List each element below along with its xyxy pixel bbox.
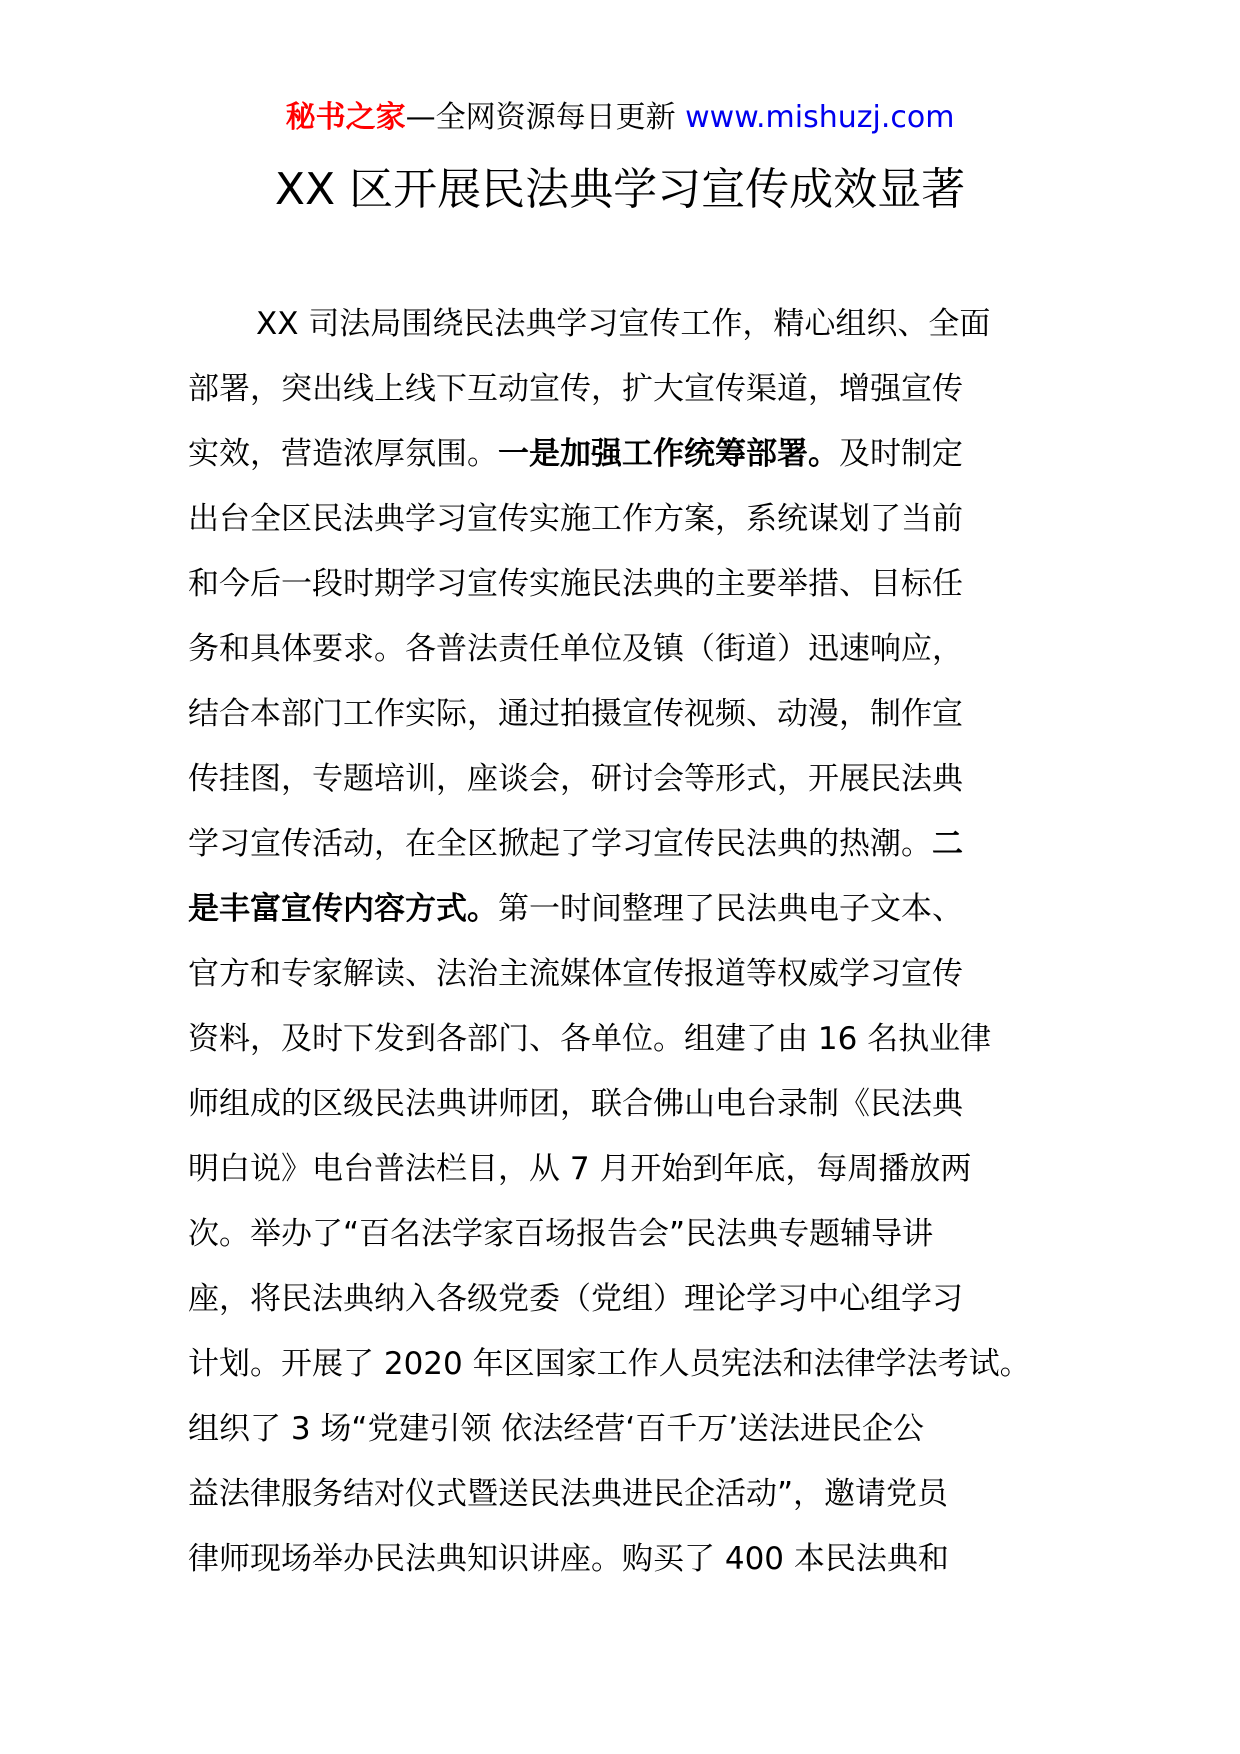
line-text: 出台全区民法典学习宣传实施工作方案，系统谋划了当前 [188, 501, 963, 537]
line-text: 学习宣传活动，在全区掀起了学习宣传民法典的热潮。 [188, 826, 932, 862]
body-line [188, 747, 1088, 812]
body-line [188, 877, 1088, 942]
line-text: 传挂图，专题培训，座谈会，研讨会等形式，开展民法典 [188, 761, 963, 797]
body-line [188, 487, 1088, 552]
body-line [188, 422, 1088, 487]
line-text: 务和具体要求。各普法责任单位及镇（街道）迅速响应， [188, 631, 963, 667]
body-line [188, 812, 1088, 877]
line-text: 明白说》电台普法栏目，从 7 月开始到年底，每周播放两 [188, 1151, 972, 1187]
body-line [188, 682, 1088, 747]
brand-name: 秘书之家 [285, 100, 406, 135]
body-line [188, 1397, 1088, 1462]
site-header [0, 98, 1240, 138]
line-text: XX 司法局围绕民法典学习宣传工作，精心组织、全面 [256, 306, 991, 342]
body-line [188, 1462, 1088, 1527]
line-text: 组织了 3 场“党建引领 依法经营‘百千万’送法进民企公 [188, 1411, 925, 1447]
line-text: 及时制定 [839, 436, 963, 472]
line-text: 实效，营造浓厚氛围。 [188, 436, 498, 472]
line-text: 结合本部门工作实际，通过拍摄宣传视频、动漫，制作宣 [188, 696, 963, 732]
line-text: 益法律服务结对仪式暨送民法典进民企活动”，邀请党员 [188, 1476, 949, 1512]
body-line [188, 1137, 1088, 1202]
body-line [188, 617, 1088, 682]
line-text: 和今后一段时期学习宣传实施民法典的主要举措、目标任 [188, 566, 963, 602]
body-line [188, 1267, 1088, 1332]
line-text: 资料，及时下发到各部门、各单位。组建了由 16 名执业律 [188, 1021, 992, 1057]
site-url-link[interactable]: www.mishuzj.com [685, 100, 955, 135]
section-heading-one: 一是加强工作统筹部署。 [498, 436, 839, 472]
body-line [188, 357, 1088, 422]
body-line [188, 1202, 1088, 1267]
body-line [188, 1332, 1088, 1397]
line-text: 第一时间整理了民法典电子文本、 [498, 891, 963, 927]
line-text: 计划。开展了 2020 年区国家工作人员宪法和法律学法考试。 [188, 1346, 1031, 1382]
line-text: 部署，突出线上线下互动宣传，扩大宣传渠道，增强宣传 [188, 371, 963, 407]
header-tagline: —全网资源每日更新 [405, 100, 676, 135]
document-body [188, 292, 1088, 1592]
section-heading-two-start: 二 [932, 826, 963, 862]
body-line [188, 942, 1088, 1007]
line-text: 官方和专家解读、法治主流媒体宣传报道等权威学习宣传 [188, 956, 963, 992]
line-text: 座，将民法典纳入各级党委（党组）理论学习中心组学习 [188, 1281, 963, 1317]
document-title: XX 区开展民法典学习宣传成效显著 [274, 164, 966, 215]
body-line [188, 1072, 1088, 1137]
line-text: 次。举办了“百名法学家百场报告会”民法典专题辅导讲 [188, 1216, 934, 1252]
body-line [188, 1527, 1088, 1592]
body-line [188, 1007, 1088, 1072]
body-line [188, 292, 1088, 357]
line-text: 师组成的区级民法典讲师团，联合佛山电台录制《民法典 [188, 1086, 963, 1122]
line-text: 律师现场举办民法典知识讲座。购买了 400 本民法典和 [188, 1541, 949, 1577]
section-heading-two: 是丰富宣传内容方式。 [188, 891, 498, 927]
body-line [188, 552, 1088, 617]
